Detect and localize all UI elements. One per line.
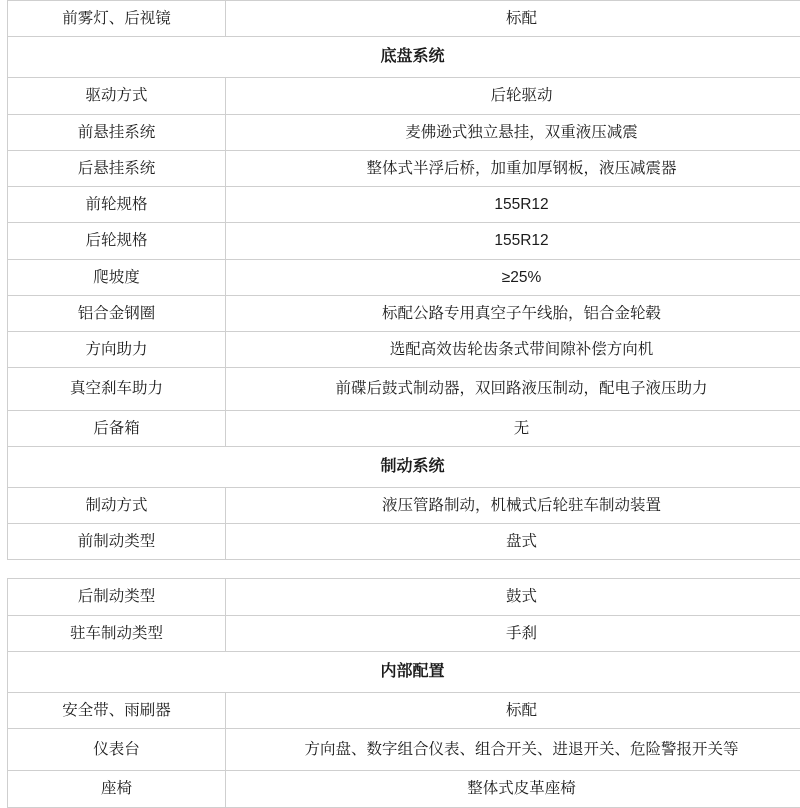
spec-value: 后轮驱动 [226, 78, 800, 114]
table-row [8, 692, 800, 728]
table-row [8, 259, 800, 295]
table-row [8, 524, 800, 560]
spec-value: 标配公路专用真空子午线胎，铝合金轮毂 [226, 295, 800, 331]
spec-label: 前悬挂系统 [8, 114, 226, 150]
spec-label: 后悬挂系统 [8, 150, 226, 186]
spec-label: 后轮规格 [8, 223, 226, 259]
spec-value: 麦佛逊式独立悬挂，双重液压减震 [226, 114, 800, 150]
spec-value: 无 [226, 410, 800, 446]
spec-table [7, 0, 800, 560]
table-row [8, 332, 800, 368]
spec-label: 真空刹车助力 [8, 368, 226, 410]
spec-value: 整体式皮革座椅 [226, 771, 800, 807]
spec-value: 整体式半浮后桥，加重加厚钢板，液压减震器 [226, 150, 800, 186]
spec-value: 标配 [226, 1, 800, 37]
spec-label: 驱动方式 [8, 78, 226, 114]
spec-label: 前制动类型 [8, 524, 226, 560]
section-header: 内部配置 [8, 651, 800, 692]
table-row [8, 729, 800, 771]
table-row [8, 114, 800, 150]
table-row [8, 150, 800, 186]
table-row [8, 187, 800, 223]
spec-value: 手刹 [226, 615, 800, 651]
spec-label: 制动方式 [8, 487, 226, 523]
section-header: 底盘系统 [8, 37, 800, 78]
spec-label: 爬坡度 [8, 259, 226, 295]
spec-label: 驻车制动类型 [8, 615, 226, 651]
table-row [8, 78, 800, 114]
spec-label: 后制动类型 [8, 579, 226, 615]
table-row [8, 295, 800, 331]
table-row [8, 368, 800, 410]
table-row [8, 651, 800, 692]
section-header: 制动系统 [8, 446, 800, 487]
spec-label: 座椅 [8, 771, 226, 807]
table-row [8, 446, 800, 487]
table-row [8, 487, 800, 523]
table-row [8, 410, 800, 446]
spec-table [7, 578, 800, 807]
spec-label: 铝合金钢圈 [8, 295, 226, 331]
table-row [8, 37, 800, 78]
spec-label: 安全带、雨刷器 [8, 692, 226, 728]
spec-label: 后备箱 [8, 410, 226, 446]
spec-label: 仪表台 [8, 729, 226, 771]
spec-value: 液压管路制动，机械式后轮驻车制动装置 [226, 487, 800, 523]
spec-value: 盘式 [226, 524, 800, 560]
spec-label: 方向助力 [8, 332, 226, 368]
spec-value: 155R12 [226, 187, 800, 223]
table-row [8, 579, 800, 615]
spec-value: ≥25% [226, 259, 800, 295]
spec-value: 选配高效齿轮齿条式带间隙补偿方向机 [226, 332, 800, 368]
table-row [8, 223, 800, 259]
table-row [8, 1, 800, 37]
table-row [8, 771, 800, 807]
spec-value: 标配 [226, 692, 800, 728]
spec-value: 方向盘、数字组合仪表、组合开关、进退开关、危险警报开关等 [226, 729, 800, 771]
spec-label: 前雾灯、后视镜 [8, 1, 226, 37]
spec-value: 鼓式 [226, 579, 800, 615]
table-row [8, 615, 800, 651]
spec-value: 前碟后鼓式制动器，双回路液压制动，配电子液压助力 [226, 368, 800, 410]
spec-value: 155R12 [226, 223, 800, 259]
spec-label: 前轮规格 [8, 187, 226, 223]
